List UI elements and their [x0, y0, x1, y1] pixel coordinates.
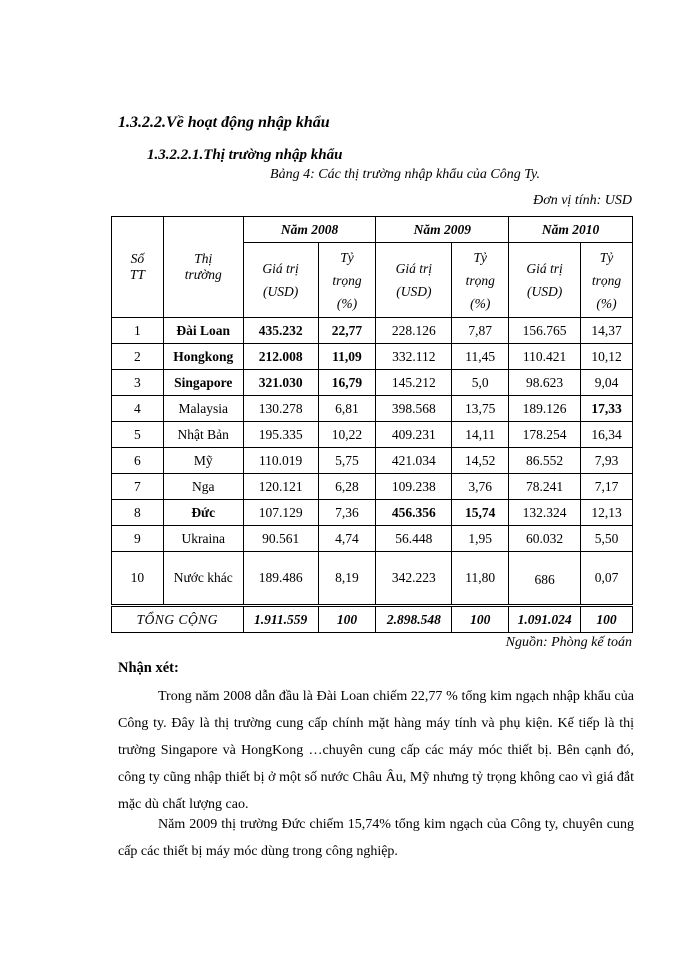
row-value-2008: 120.121 — [243, 474, 318, 500]
row-market: Singapore — [163, 370, 243, 396]
row-share-2008: 10,22 — [318, 422, 376, 448]
row-stt: 3 — [112, 370, 164, 396]
row-share-2009: 7,87 — [452, 318, 509, 344]
row-value-2008: 130.278 — [243, 396, 318, 422]
row-share-2009: 13,75 — [452, 396, 509, 422]
table-row — [112, 500, 633, 526]
header-year-2008: Năm 2008 — [243, 217, 376, 243]
row-share-2008: 11,09 — [318, 344, 376, 370]
row-value-2010: 132.324 — [509, 500, 581, 526]
row-share-2009: 14,11 — [452, 422, 509, 448]
row-share-2009: 3,76 — [452, 474, 509, 500]
row-value-2010: 60.032 — [509, 526, 581, 552]
table-caption: Bảng 4: Các thị trường nhập khẩu của Công Ty. — [270, 167, 540, 182]
row-value-2009: 421.034 — [376, 448, 452, 474]
table-row — [112, 344, 633, 370]
row-value-2010: 98.623 — [509, 370, 581, 396]
row-share-2009: 1,95 — [452, 526, 509, 552]
header-year-2009: Năm 2009 — [376, 217, 509, 243]
row-market: Đức — [163, 500, 243, 526]
row-share-2008: 4,74 — [318, 526, 376, 552]
header-value-2010: Giá trị (USD) — [509, 243, 581, 318]
table-row — [112, 370, 633, 396]
row-share-2009: 5,0 — [452, 370, 509, 396]
row-value-2009: 56.448 — [376, 526, 452, 552]
row-value-2008: 195.335 — [243, 422, 318, 448]
total-value-2010: 1.091.024 — [509, 606, 581, 633]
row-value-2009: 342.223 — [376, 552, 452, 606]
header-value-2008: Giá trị (USD) — [243, 243, 318, 318]
table-row — [112, 526, 633, 552]
row-share-2008: 7,36 — [318, 500, 376, 526]
row-value-2010: 189.126 — [509, 396, 581, 422]
row-value-2009: 409.231 — [376, 422, 452, 448]
total-share-2010: 100 — [581, 606, 633, 633]
row-share-2009: 15,74 — [452, 500, 509, 526]
paragraph-2: Năm 2009 thị trường Đức chiếm 15,74% tổng kim ngạch của Công ty, chuyên cung cấp các thiết bị máy móc dùng trong công nghiệp. — [118, 817, 634, 859]
section-heading: 1.3.2.2.Về hoạt động nhập khẩu — [118, 114, 330, 131]
header-stt: Số TT — [112, 217, 164, 318]
subsection-heading: 1.3.2.2.1.Thị trường nhập khẩu — [147, 147, 343, 163]
total-share-2009: 100 — [452, 606, 509, 633]
row-value-2009: 332.112 — [376, 344, 452, 370]
row-market: Nước khác — [163, 552, 243, 606]
header-year-2010: Năm 2010 — [509, 217, 633, 243]
row-value-2009: 398.568 — [376, 396, 452, 422]
row-stt: 5 — [112, 422, 164, 448]
row-value-2010: 686 — [509, 552, 581, 606]
row-market: Ukraina — [163, 526, 243, 552]
row-stt: 1 — [112, 318, 164, 344]
source-note: Nguồn: Phòng kế toán — [505, 635, 632, 650]
row-stt: 6 — [112, 448, 164, 474]
row-value-2009: 456.356 — [376, 500, 452, 526]
total-share-2008: 100 — [318, 606, 376, 633]
table-row — [112, 552, 633, 606]
row-market: Đài Loan — [163, 318, 243, 344]
row-share-2008: 6,81 — [318, 396, 376, 422]
row-share-2008: 8,19 — [318, 552, 376, 606]
row-value-2009: 228.126 — [376, 318, 452, 344]
total-row — [112, 606, 633, 633]
row-share-2008: 16,79 — [318, 370, 376, 396]
row-share-2008: 6,28 — [318, 474, 376, 500]
row-market: Mỹ — [163, 448, 243, 474]
row-share-2010: 5,50 — [581, 526, 633, 552]
row-share-2009: 11,80 — [452, 552, 509, 606]
row-value-2008: 212.008 — [243, 344, 318, 370]
header-value-2009: Giá trị (USD) — [376, 243, 452, 318]
row-share-2009: 14,52 — [452, 448, 509, 474]
row-stt: 8 — [112, 500, 164, 526]
row-value-2010: 86.552 — [509, 448, 581, 474]
table-row — [112, 396, 633, 422]
row-value-2008: 110.019 — [243, 448, 318, 474]
row-share-2010: 9,04 — [581, 370, 633, 396]
row-stt: 7 — [112, 474, 164, 500]
row-market: Hongkong — [163, 344, 243, 370]
row-stt: 2 — [112, 344, 164, 370]
row-share-2010: 16,34 — [581, 422, 633, 448]
row-market: Nhật Bản — [163, 422, 243, 448]
header-share-2008: Tỷ trọng (%) — [318, 243, 376, 318]
row-value-2009: 109.238 — [376, 474, 452, 500]
row-value-2008: 189.486 — [243, 552, 318, 606]
row-value-2010: 78.241 — [509, 474, 581, 500]
header-share-2010: Tỷ trọng (%) — [581, 243, 633, 318]
header-share-2009: Tỷ trọng (%) — [452, 243, 509, 318]
row-market: Nga — [163, 474, 243, 500]
table-row — [112, 448, 633, 474]
row-stt: 10 — [112, 552, 164, 606]
row-value-2009: 145.212 — [376, 370, 452, 396]
row-market: Malaysia — [163, 396, 243, 422]
row-share-2010: 7,93 — [581, 448, 633, 474]
row-value-2010: 178.254 — [509, 422, 581, 448]
header-market: Thị trường — [163, 217, 243, 318]
unit-note: Đơn vị tính: USD — [533, 193, 632, 208]
total-value-2009: 2.898.548 — [376, 606, 452, 633]
row-value-2008: 107.129 — [243, 500, 318, 526]
row-share-2010: 17,33 — [581, 396, 633, 422]
import-markets-table — [111, 216, 633, 633]
row-share-2010: 7,17 — [581, 474, 633, 500]
row-share-2010: 12,13 — [581, 500, 633, 526]
table-row — [112, 474, 633, 500]
row-stt: 9 — [112, 526, 164, 552]
row-stt: 4 — [112, 396, 164, 422]
row-value-2008: 435.232 — [243, 318, 318, 344]
row-share-2008: 5,75 — [318, 448, 376, 474]
row-value-2008: 321.030 — [243, 370, 318, 396]
row-share-2010: 10,12 — [581, 344, 633, 370]
row-value-2008: 90.561 — [243, 526, 318, 552]
row-share-2010: 14,37 — [581, 318, 633, 344]
table-row — [112, 318, 633, 344]
remark-title: Nhận xét: — [118, 660, 179, 676]
row-share-2010: 0,07 — [581, 552, 633, 606]
total-label: TỔNG CỘNG — [112, 606, 244, 633]
row-value-2010: 110.421 — [509, 344, 581, 370]
row-value-2010: 156.765 — [509, 318, 581, 344]
paragraph-1: Trong năm 2008 dẫn đầu là Đài Loan chiếm 22,77 % tổng kim ngạch nhập khẩu của Công ty. Đây là thị trường cung cấp chính mặt hàng máy tính và phụ kiện. Kế tiếp là thị trường Singapore và HongKong …chuyên cung cấp các máy móc thiết bị. Bên cạnh đó, công ty cũng nhập thiết bị ở một số nước Châu Âu, Mỹ nhưng tỷ trọng không cao vì giá đắt mặc dù chất lượng cao. — [118, 689, 634, 812]
total-value-2008: 1.911.559 — [243, 606, 318, 633]
table-row — [112, 422, 633, 448]
row-share-2009: 11,45 — [452, 344, 509, 370]
row-share-2008: 22,77 — [318, 318, 376, 344]
